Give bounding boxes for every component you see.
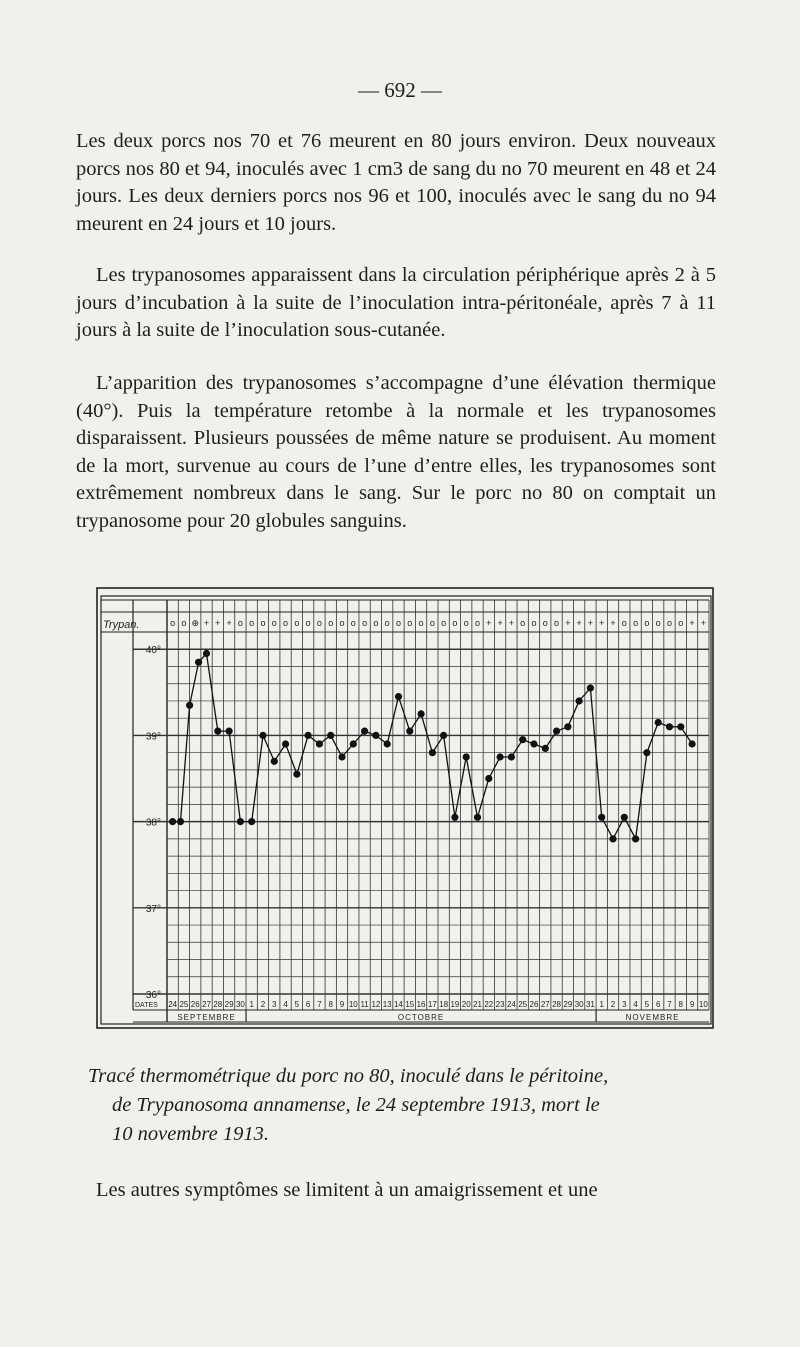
caption-line-2: de Trypanosoma annamense, le 24 septembre 1913, mort le — [112, 1094, 600, 1116]
date-tick-label: 11 — [360, 1000, 369, 1009]
date-tick-label: 14 — [394, 1000, 403, 1009]
y-tick-label: 36° — [145, 990, 161, 1001]
y-tick-label: 39° — [145, 731, 161, 743]
date-tick-label: 2 — [260, 1000, 266, 1009]
trypan-symbol: o — [305, 618, 311, 628]
date-tick-label: 8 — [678, 1000, 683, 1009]
temperature-point — [463, 753, 470, 760]
temperature-point — [195, 659, 202, 666]
paragraph-1: Les deux porcs nos 70 et 76 meurent en 80 jours environ. Deux nouveaux porcs nos 80 et 94, inoculés avec 1 cm3 de sang du no 70 meurent en 48 et 24 jours. Les deux derniers porcs nos 96 et 100, inoculés avec le sang du no 94 meurent en 24 jours et 10 jours. — [76, 130, 716, 235]
date-tick-label: 27 — [540, 1000, 550, 1009]
date-tick-label: 30 — [574, 1000, 584, 1009]
temperature-point — [576, 697, 583, 704]
date-tick-label: 15 — [405, 1000, 415, 1009]
temperature-point — [587, 684, 594, 691]
temperature-point — [203, 650, 210, 657]
date-tick-label: 10 — [698, 1000, 708, 1009]
trypan-symbol: o — [283, 618, 289, 628]
trypan-symbol: o — [350, 618, 356, 628]
trypan-symbol: ⊕ — [191, 618, 200, 628]
trypan-symbol: o — [441, 618, 447, 628]
date-tick-label: 6 — [655, 1000, 661, 1009]
trypan-symbol: o — [384, 618, 390, 628]
date-tick-label: 28 — [552, 1000, 562, 1009]
date-tick-label: 1 — [249, 1000, 254, 1009]
month-label: NOVEMBRE — [625, 1013, 680, 1022]
temperature-point — [643, 749, 650, 756]
temperature-point — [677, 723, 684, 730]
temperature-point — [621, 814, 628, 821]
date-tick-label: 10 — [348, 1000, 358, 1009]
temperature-point — [384, 740, 391, 747]
temperature-point — [338, 753, 345, 760]
temperature-point — [395, 693, 402, 700]
date-tick-label: 5 — [294, 1000, 300, 1009]
figure-caption — [88, 1062, 728, 1149]
temperature-point — [186, 702, 193, 709]
temperature-point — [542, 745, 549, 752]
temperature-point — [666, 723, 673, 730]
trypan-symbol: + — [689, 618, 695, 628]
date-tick-label: 22 — [484, 1000, 494, 1009]
trypan-symbol: o — [237, 618, 243, 628]
temperature-point — [177, 818, 184, 825]
trypan-symbol: o — [678, 618, 684, 628]
date-tick-label: 18 — [439, 1000, 449, 1009]
trypan-symbol: + — [508, 618, 515, 628]
trypan-symbol: + — [599, 618, 605, 628]
date-tick-label: 29 — [224, 1000, 234, 1009]
date-tick-label: 31 — [585, 1000, 595, 1009]
temperature-point — [406, 728, 413, 735]
trypan-symbol: o — [452, 618, 458, 628]
temperature-point — [248, 818, 255, 825]
trypan-symbol: + — [497, 618, 503, 628]
trypan-symbol: + — [215, 618, 221, 628]
dates-label: DATES — [135, 1002, 158, 1009]
date-tick-label: 13 — [382, 1000, 392, 1009]
trypan-symbol: + — [576, 618, 582, 628]
date-tick-label: 12 — [371, 1000, 381, 1009]
date-tick-label: 24 — [506, 1000, 516, 1009]
trypan-symbol: o — [362, 618, 368, 628]
trypan-symbol: o — [260, 618, 266, 628]
date-tick-label: 4 — [283, 1000, 288, 1009]
y-tick-label: 38° — [145, 817, 161, 829]
trypan-symbol: o — [328, 618, 334, 628]
date-tick-label: 8 — [328, 1000, 333, 1009]
date-tick-label: 27 — [202, 1000, 211, 1009]
trypan-symbol: o — [294, 618, 300, 628]
trypan-symbol: o — [633, 618, 639, 628]
temperature-point — [440, 732, 447, 739]
date-tick-label: 25 — [179, 1000, 189, 1009]
trypan-symbol: o — [170, 618, 176, 628]
temperature-point — [519, 736, 526, 743]
temperature-point — [214, 728, 221, 735]
temperature-line — [173, 654, 693, 839]
date-tick-label: 9 — [689, 1000, 695, 1009]
paragraph-4: Les autres symptômes se limitent à un amaigrissement et une — [96, 1179, 598, 1201]
trypan-symbol: + — [226, 618, 232, 628]
date-tick-label: 1 — [599, 1000, 604, 1009]
trypan-symbol: o — [395, 618, 401, 628]
temperature-point — [361, 728, 368, 735]
date-tick-label: 26 — [190, 1000, 200, 1009]
temperature-point — [655, 719, 662, 726]
trypan-symbol: o — [339, 618, 345, 628]
temperature-point — [282, 740, 289, 747]
temperature-point — [689, 740, 696, 747]
trypan-symbol: o — [463, 618, 469, 628]
temperature-point — [259, 732, 266, 739]
trypan-symbol: o — [542, 618, 548, 628]
trypan-symbol: o — [316, 618, 322, 628]
date-tick-label: 7 — [667, 1000, 672, 1009]
temperature-point — [598, 814, 605, 821]
temperature-point — [327, 732, 334, 739]
temperature-point — [169, 818, 176, 825]
trypan-symbol: o — [520, 618, 526, 628]
trypan-symbol: o — [249, 618, 255, 628]
trypan-symbol: + — [565, 618, 571, 628]
date-tick-label: 17 — [427, 1000, 437, 1009]
trypan-symbol: + — [486, 618, 492, 628]
trypan-row-label: Trypan. — [103, 619, 140, 631]
trypan-symbol: o — [655, 618, 661, 628]
temperature-point — [451, 814, 458, 821]
trypan-symbol: o — [475, 618, 481, 628]
trypan-symbol: + — [587, 618, 594, 628]
trypan-symbol: o — [271, 618, 277, 628]
temperature-point — [429, 749, 436, 756]
trypan-symbol: o — [554, 618, 560, 628]
y-tick-label: 37° — [145, 903, 161, 915]
temperature-point — [553, 728, 560, 735]
trypan-symbol: o — [181, 618, 187, 628]
temperature-point — [350, 740, 357, 747]
date-tick-label: 7 — [317, 1000, 322, 1009]
date-tick-label: 2 — [610, 1000, 616, 1009]
date-tick-label: 26 — [529, 1000, 539, 1009]
trypan-symbol: o — [621, 618, 627, 628]
paragraph-3: L’apparition des trypanosomes s’accompagne d’une élévation thermique (40°). Puis la température retombe à la normale et les trypanosomes disparaissent. Plusieurs poussées de même nature se produisent. Au moment de la mort, survenue au cours de l’une d’entre elles, les trypanosomes sont extrêmement nombreux dans le sang. Sur le porc no 80 on comptait un trypanosome pour 20 globules sanguins. — [76, 372, 716, 532]
temperature-point — [564, 723, 571, 730]
trypan-symbol: o — [407, 618, 413, 628]
date-tick-label: 3 — [272, 1000, 277, 1009]
temperature-point — [271, 758, 278, 765]
date-tick-label: 20 — [461, 1000, 471, 1009]
caption-line-3: 10 novembre 1913. — [112, 1123, 269, 1145]
month-label: SEPTEMBRE — [177, 1013, 236, 1022]
date-tick-label: 19 — [450, 1000, 460, 1009]
trypan-symbol: o — [644, 618, 650, 628]
date-tick-label: 23 — [495, 1000, 505, 1009]
date-tick-label: 5 — [644, 1000, 650, 1009]
temperature-point — [305, 732, 312, 739]
temperature-point — [237, 818, 244, 825]
date-tick-label: 9 — [339, 1000, 345, 1009]
temperature-point — [418, 710, 425, 717]
temperature-point — [293, 771, 300, 778]
date-tick-label: 24 — [168, 1000, 178, 1009]
caption-line-1: Tracé thermométrique du porc no 80, inoculé dans le péritoine, — [88, 1065, 609, 1087]
temperature-point — [316, 740, 323, 747]
date-tick-label: 3 — [622, 1000, 627, 1009]
temperature-chart — [95, 586, 715, 1030]
trypan-symbol: + — [700, 618, 706, 628]
temperature-point — [485, 775, 492, 782]
temperature-point — [372, 732, 379, 739]
y-tick-label: 40° — [145, 645, 161, 657]
date-tick-label: 29 — [563, 1000, 573, 1009]
date-tick-label: 25 — [518, 1000, 528, 1009]
date-tick-label: 16 — [416, 1000, 426, 1009]
date-tick-label: 30 — [235, 1000, 245, 1009]
trypan-symbol: o — [666, 618, 672, 628]
temperature-point — [474, 814, 481, 821]
date-tick-label: 4 — [633, 1000, 638, 1009]
trypan-symbol: + — [610, 618, 616, 628]
temperature-point — [632, 835, 639, 842]
paragraph-2: Les trypanosomes apparaissent dans la circulation périphérique après 2 à 5 jours d’incubation à la suite de l’inoculation intra-péritonéale, après 7 à 11 jours à la suite de l’inoculation sous-cutanée. — [76, 264, 716, 341]
temperature-point — [508, 753, 515, 760]
page-number: — 692 — — [358, 78, 442, 102]
temperature-point — [609, 835, 616, 842]
date-tick-label: 28 — [213, 1000, 223, 1009]
trypan-symbol: o — [373, 618, 379, 628]
month-label: OCTOBRE — [397, 1013, 445, 1022]
date-tick-label: 6 — [305, 1000, 311, 1009]
trypan-symbol: + — [203, 618, 210, 628]
trypan-symbol: o — [429, 618, 435, 628]
temperature-point — [226, 728, 233, 735]
trypan-symbol: o — [418, 618, 424, 628]
date-tick-label: 21 — [473, 1000, 482, 1009]
trypan-symbol: o — [531, 618, 537, 628]
temperature-point — [530, 740, 537, 747]
temperature-point — [497, 753, 504, 760]
temperature-chart-svg — [95, 586, 715, 1030]
